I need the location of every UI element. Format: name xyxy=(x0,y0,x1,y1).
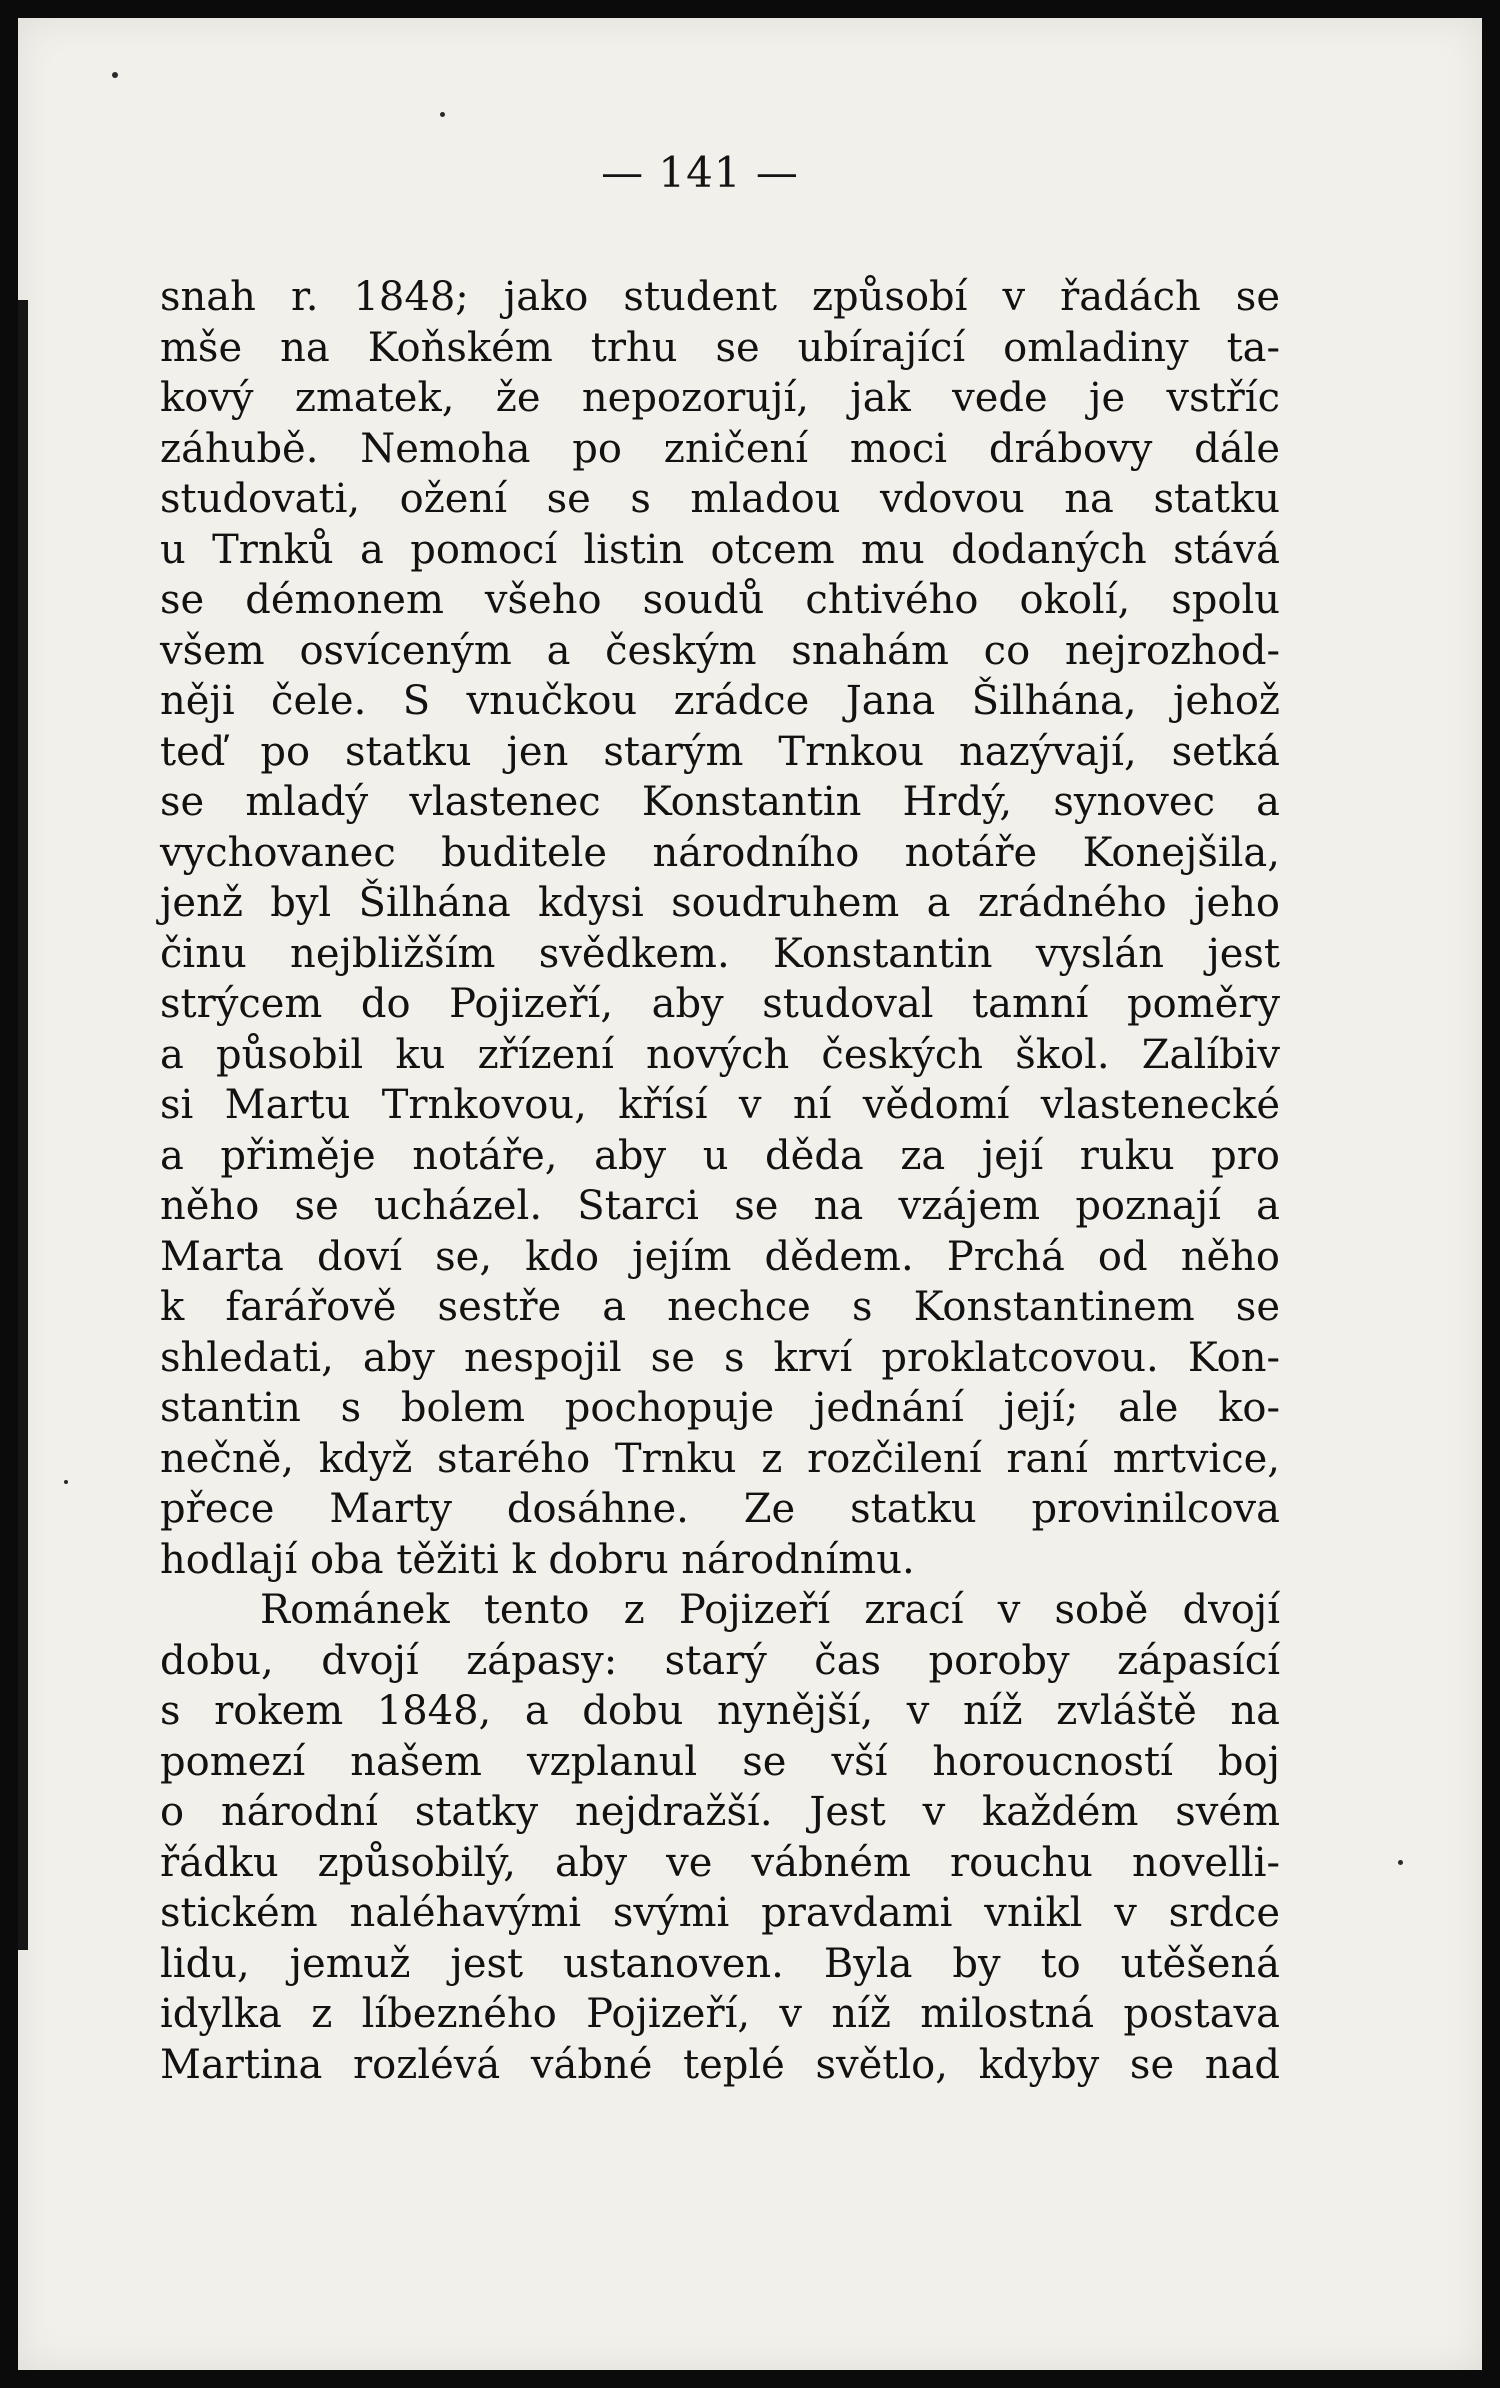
text-line: přece Marty dosáhne. Ze statku provinilcova xyxy=(160,1486,1280,1532)
paragraph-2 xyxy=(160,1585,1280,2090)
text-line: a přiměje notáře, aby u děda za její ruku pro xyxy=(160,1132,1280,1179)
text-line: něho se ucházel. Starci se na vzájem poznají a xyxy=(160,1183,1280,1229)
text-line: vychovanec buditele národního notáře Konejšila, xyxy=(160,829,1280,876)
text-line: u Trnků a pomocí listin otcem mu dodaných stává xyxy=(160,526,1280,573)
text-line: Románek tento z Pojizeří zrací v sobě dvojí xyxy=(260,1587,1280,1633)
text-line: teď po statku jen starým Trnkou nazývají, setká xyxy=(160,728,1280,775)
text-line: studovati, ožení se s mladou vdovou na statku xyxy=(160,476,1280,522)
text-line: mše na Koňském trhu se ubírající omladiny ta- xyxy=(160,324,1280,371)
text-line: pomezí našem vzplanul se vší horoucností boj xyxy=(160,1738,1280,1785)
text-line: stickém naléhavými svými pravdami vnikl v srdce xyxy=(160,1890,1280,1936)
text-line: k farářově sestře a nechce s Konstantinem se xyxy=(160,1284,1280,1330)
text-line: se mladý vlastenec Konstantin Hrdý, synovec a xyxy=(160,779,1280,825)
print-speck xyxy=(440,112,445,117)
text-line: jenž byl Šilhána kdysi soudruhem a zrádného jeho xyxy=(160,880,1280,926)
text-line: si Martu Trnkovou, křísí v ní vědomí vlastenecké xyxy=(160,1082,1280,1128)
text-line: dobu, dvojí zápasy: starý čas poroby zápasící xyxy=(160,1637,1280,1684)
text-line: lidu, jemuž jest ustanoven. Byla by to utěšená xyxy=(160,1940,1280,1987)
text-line: Marta doví se, kdo jejím dědem. Prchá od něho xyxy=(160,1233,1280,1280)
text-line: idylka z líbezného Pojizeří, v níž milostná postava xyxy=(160,1991,1280,2037)
text-line: shledati, aby nespojil se s krví proklatcovou. Kon- xyxy=(160,1334,1280,1381)
text-line: řádku způsobilý, aby ve vábném rouchu novelli- xyxy=(160,1839,1280,1886)
text-line: hodlají oba těžiti k dobru národnímu. xyxy=(160,1536,915,1583)
text-line: nečně, když starého Trnku z rozčilení raní mrtvice, xyxy=(160,1435,1280,1482)
text-line: něji čele. S vnučkou zrádce Jana Šilhána, jehož xyxy=(160,678,1280,724)
paragraph-1 xyxy=(160,272,1280,1585)
text-line: činu nejbližším svědkem. Konstantin vyslán jest xyxy=(160,930,1280,977)
text-line: s rokem 1848, a dobu nynější, v níž zvláště na xyxy=(160,1688,1280,1734)
text-line: záhubě. Nemoha po zničení moci drábovy dále xyxy=(160,425,1280,472)
page-number: — 141 — xyxy=(601,148,799,197)
text-line: Martina rozlévá vábné teplé světlo, kdyby se nad xyxy=(160,2041,1280,2088)
text-line: o národní statky nejdražší. Jest v každém svém xyxy=(160,1789,1280,1835)
body-text xyxy=(160,272,1280,2090)
text-line: se démonem všeho soudů chtivého okolí, spolu xyxy=(160,577,1280,623)
page-binding-edge xyxy=(18,300,28,1950)
text-line: kový zmatek, že nepozorují, jak vede je vstříc xyxy=(160,375,1280,421)
text-line: všem osvíceným a českým snahám co nejrozhod- xyxy=(160,627,1280,674)
text-line: stantin s bolem pochopuje jednání její; ale ko- xyxy=(160,1385,1280,1431)
text-line: snah r. 1848; jako student způsobí v řadách se xyxy=(160,274,1280,320)
text-line: a působil ku zřízení nových českých škol. Zalíbiv xyxy=(160,1031,1280,1078)
print-speck xyxy=(112,72,118,78)
text-line: strýcem do Pojizeří, aby studoval tamní poměry xyxy=(160,981,1280,1027)
print-speck xyxy=(1398,1860,1403,1865)
print-speck xyxy=(64,1480,68,1484)
